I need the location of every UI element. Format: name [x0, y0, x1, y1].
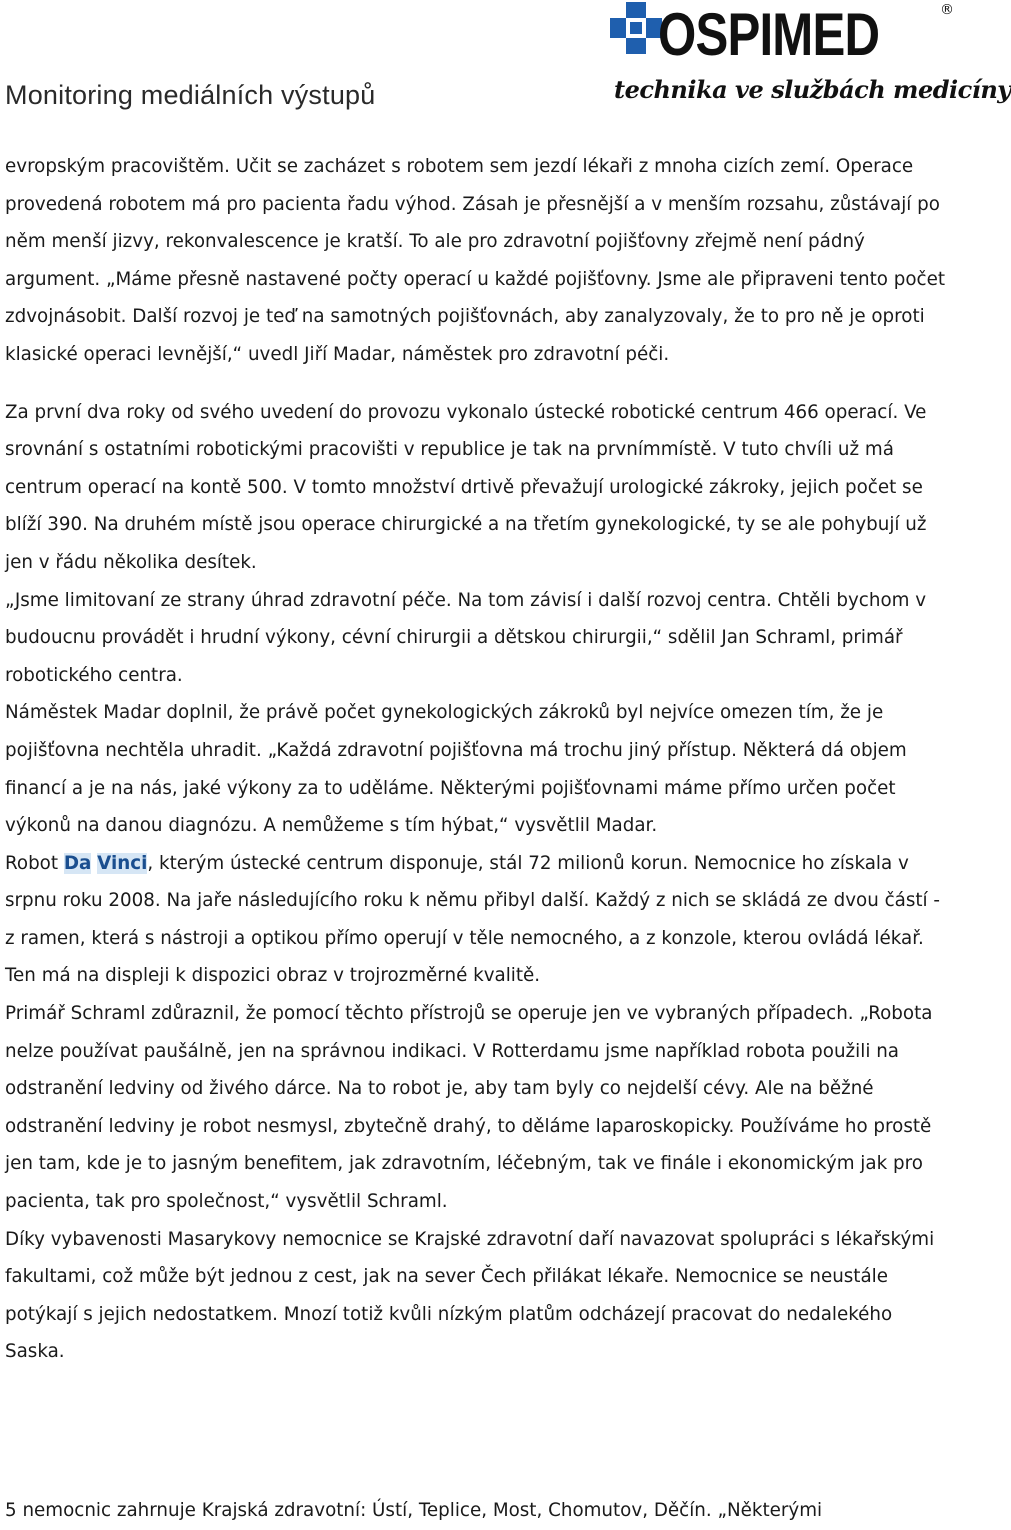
paragraph-6: Primář Schraml zdůraznil, že pomocí těchto přístrojů se operuje jen ve vybraných případech. „Robota nelze používat paušálně, jen na správnou indikaci. V Rotterdamu jsme například robota použili na odstranění ledviny od živého dárce. Na to robot je, aby tam byly co nejdelší cévy. Ale na běžné odstranění ledviny je robot nesmysl, zbytečně drahý, to děláme laparoskopicky. Používáme ho prostě jen tam, kde je to jasným benefitem, jak zdravotním, léčebným, tak ve finále i ekonomickým jak pro pacienta, tak pro společnost,“ vysvětlil Schraml.: [5, 1003, 933, 1213]
footer-text: 5 nemocnic zahrnuje Krajská zdravotní: Ústí, Teplice, Most, Chomutov, Děčín. „Některými: [5, 1500, 823, 1521]
paragraph-5-start: Robot: [5, 852, 64, 874]
logo-tagline: technika ve službách medicíny: [614, 75, 1011, 104]
logo-brand-text: OSPIMED: [658, 1, 880, 68]
page-title: Monitoring mediálních výstupů: [5, 80, 376, 110]
paragraph-4: Náměstek Madar doplnil, že právě počet gynekologických zákroků byl nejvíce omezen tím, že je pojišťovna nechtěla uhradit. „Každá zdravotní pojišťovna má trochu jiný přístup. Některá dá objem financí a je na nás, jaké výkony za to uděláme. Některými pojišťovnami máme přímo určen počet výkonů na danou diagnózu. A nemůžeme s tím hýbat,“ vysvětlil Madar.: [5, 702, 907, 837]
ospimed-logo: [608, 0, 1011, 118]
paragraph-1: evropským pracovištěm. Učit se zacházet s robotem sem jezdí lékaři z mnoha cizích zemí. Operace provedená robotem má pro pacienta řadu výhod. Zásah je přesnější a v menším rozsahu, zůstávají po něm menší jizvy, rekonvalescence je kratší. To ale pro zdravotní pojišťovny zřejmě není pádný argument. „Máme přesně nastavené počty operací u každé pojišťovny. Jsme ale připraveni tento počet zdvojnásobit. Další rozvoj je teď na samotných pojišťovnách, aby zanalyzovaly, že to pro ně je oproti klasické operaci levnější,“ uvedl Jiří Madar, náměstek pro zdravotní péči.: [5, 156, 945, 365]
highlight-vinci: Vinci: [97, 852, 148, 874]
paragraph-5-rest: , kterým ústecké centrum disponuje, stál 72 milionů korun. Nemocnice ho získala v srpnu roku 2008. Na jaře následujícího roku k němu přibyl další. Každý z nich se skládá ze dvou částí - z ramen, která s nástroji a optikou přímo operují v těle nemocného, a z konzole, kterou ovládá lékař. Ten má na displeji k dispozici obraz v trojrozměrné kvalitě.: [5, 852, 941, 987]
medical-cross-icon: [608, 0, 664, 56]
article-body: [5, 148, 955, 1371]
paragraph-5: [5, 845, 955, 995]
registered-mark: ®: [940, 2, 954, 18]
paragraph-7: Díky vybavenosti Masarykovy nemocnice se Krajské zdravotní daří navazovat spolupráci s lékařskými fakultami, což může být jednou z cest, jak na sever Čech přilákat lékaře. Nemocnice se neustále potýkají s jejich nedostatkem. Mnozí totiž kvůli nízkým platům odcházejí pracovat do nedalekého Saska.: [5, 1228, 935, 1363]
highlight-da: Da: [63, 852, 92, 874]
paragraph-3: „Jsme limitovaní ze strany úhrad zdravotní péče. Na tom závisí i další rozvoj centra. Chtěli bychom v budoucnu provádět i hrudní výkony, cévní chirurgii a dětskou chirurgii,“ sdělil Jan Schraml, primář robotického centra.: [5, 589, 927, 686]
paragraph-2: Za první dva roky od svého uvedení do provozu vykonalo ústecké robotické centrum 466 operací. Ve srovnání s ostatními robotickými pracovišti v republice je tak na prvnímmístě. V tuto chvíli už má centrum operací na kontě 500. V tomto množství drtivě převažují urologické zákroky, jejich počet se blíží 390. Na druhém místě jsou operace chirurgické a na třetím gynekologické, ty se ale pohybují už jen v řádu několika desítek.: [5, 401, 927, 573]
